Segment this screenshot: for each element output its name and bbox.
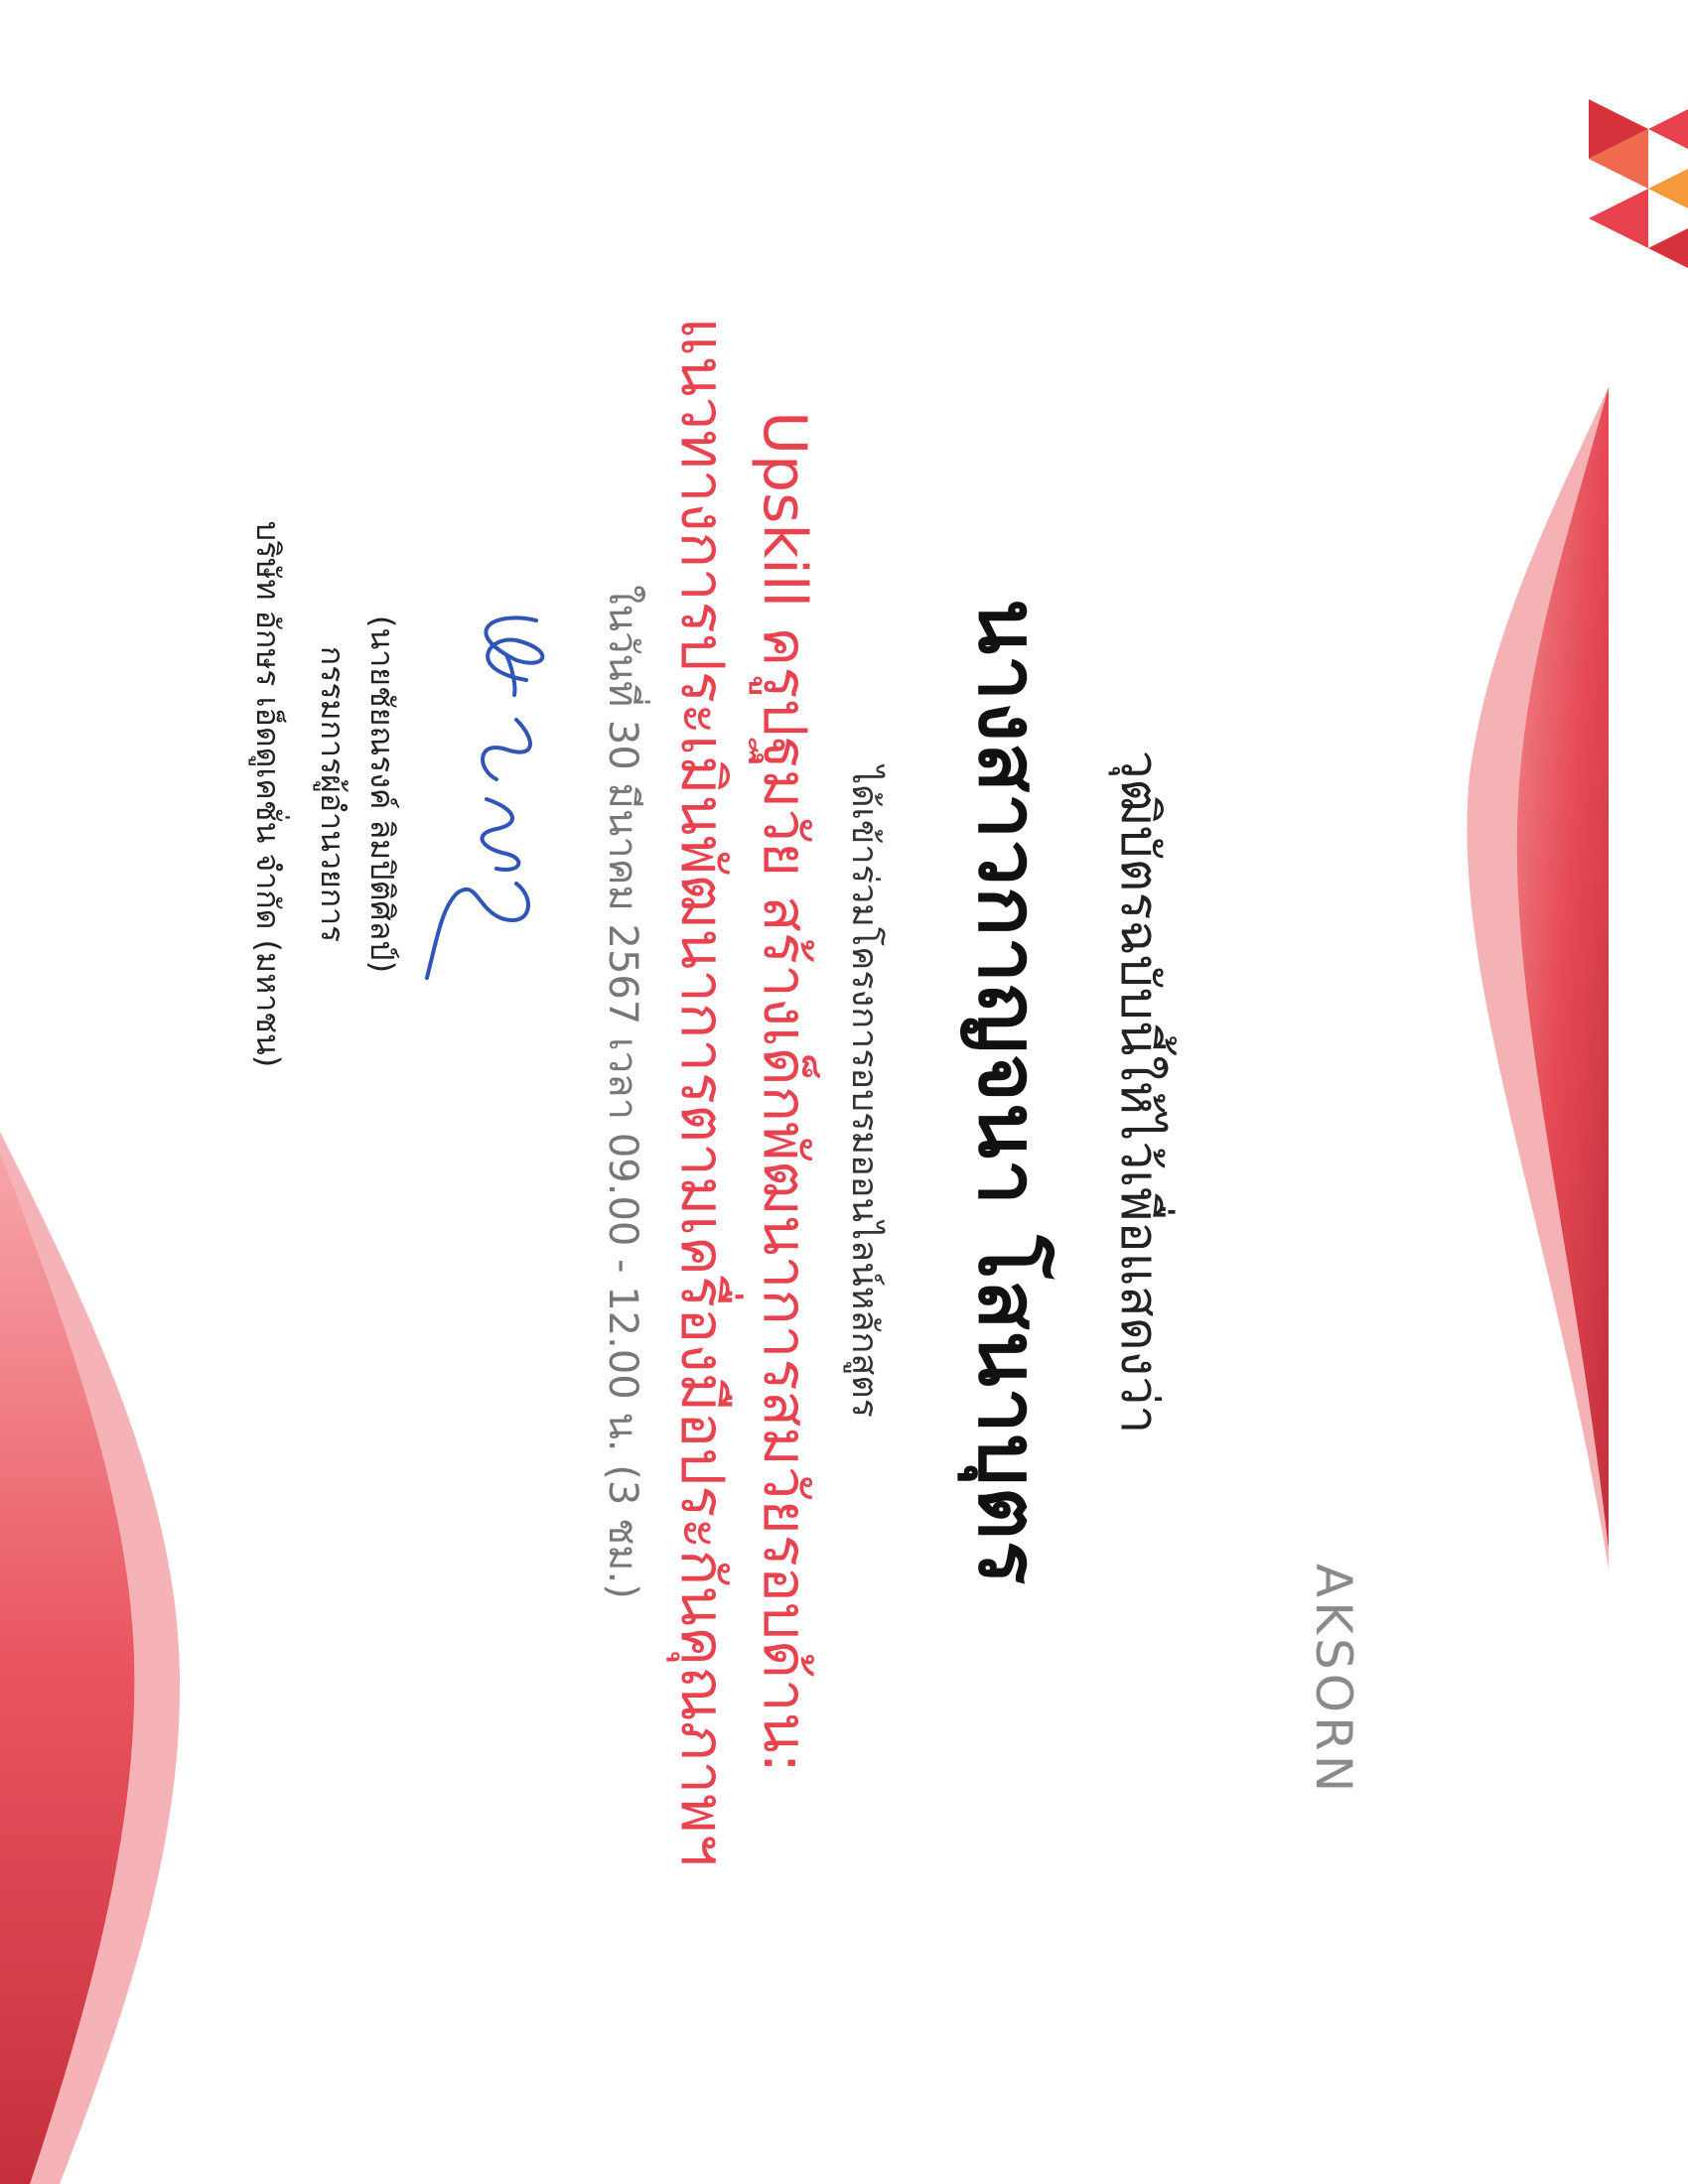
handwritten-signature (397, 601, 576, 988)
signer-position: กรรมการผู้อำนวยการ (314, 645, 352, 943)
aksorn-logo-text: AKSORN (1305, 1564, 1362, 1797)
recipient-name: นางสาวกาญจนา โสนาบุตร (960, 598, 1055, 1586)
company-name: บริษัท อักษร เอ็ดดูเคชั่น จำกัด (มหาชน) (249, 520, 287, 1068)
course-title-line-1: Upskill ครูปฐมวัย สร้างเด็กพัฒนาการสมวัยรอบด้าน: (750, 411, 819, 1773)
course-title-line-2: แนวทางการประเมินพัฒนาการตามเครื่องมือประกันคุณภาพฯ (667, 317, 737, 1867)
event-datetime: ในวันที่ 30 มีนาคม 2567 เวลา 09.00 - 12.00 น. (3 ชม.) (600, 585, 645, 1599)
signer-name: (นายชัยณรงค์ ลิมปิติศิลป์) (363, 614, 401, 974)
attended-text: ได้เข้าร่วมโครงการอบรมออนไลน์หลักสูตร (844, 765, 885, 1418)
certificate-intro: วุฒิบัตรฉบับนี้ให้ไว้เพื่อแสดงว่า (1109, 750, 1169, 1434)
